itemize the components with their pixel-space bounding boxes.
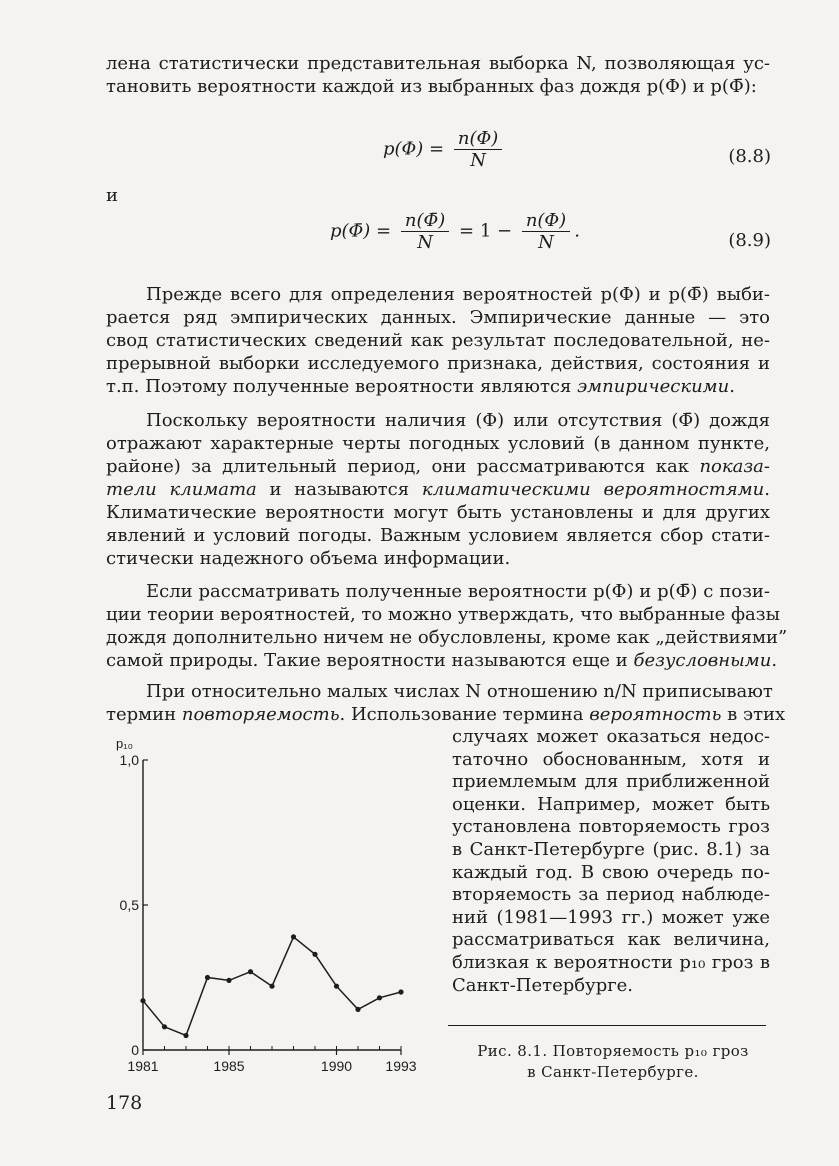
wrap-line: каждый год. В свою очередь по- xyxy=(452,861,770,883)
para1-text: т.п. Поэтому полученные вероятности являются xyxy=(106,376,572,397)
data-point xyxy=(226,978,231,983)
data-point xyxy=(205,975,210,980)
paragraph-4 xyxy=(106,680,786,726)
para2-line: Поскольку вероятности наличия (Φ) или отсутствия (Φ̄) дождя xyxy=(146,410,770,431)
para2-italic-2: тели климата xyxy=(106,479,257,500)
x-tick-label: 1993 xyxy=(385,1058,417,1074)
wrap-line: Санкт-Петербурге. xyxy=(452,974,634,996)
eq-8-8-numerator: n(Φ) xyxy=(454,128,502,150)
para2-line: стически надежного объема информации. xyxy=(106,548,511,569)
para1-end: . xyxy=(729,376,735,397)
data-point xyxy=(398,989,403,994)
eq-8-8-lhs: p(Φ) = xyxy=(383,138,445,160)
para1-line-last xyxy=(106,375,770,398)
data-point xyxy=(140,998,145,1003)
eq-8-9-denominator-1: N xyxy=(417,232,433,253)
para2-line: явлений и условий погоды. Важным условием является сбор стати- xyxy=(106,525,770,546)
para2-italic-1: показа- xyxy=(699,456,770,477)
caption-line-1: Рис. 8.1. Повторяемость p₁₀ гроз xyxy=(477,1042,749,1060)
para2-line: отражают характерные черты погодных условий (в данном пункте, xyxy=(106,433,770,454)
wrap-line: приемлемым для приближенной xyxy=(452,771,770,793)
eq-8-9-fraction-1 xyxy=(401,210,449,253)
para4-line-1: При относительно малых числах N отношению n/N приписывают xyxy=(146,681,773,702)
para1-line: прерывной выборки исследуемого признака, действия, состояния и xyxy=(106,353,770,374)
para1-line: Прежде всего для определения вероятностей p(Φ) и p(Φ̄) выби- xyxy=(146,284,770,305)
eq-8-9-denominator-2: N xyxy=(538,232,554,253)
para1-line: рается ряд эмпирических данных. Эмпирические данные — это xyxy=(106,307,770,328)
para3-line: дождя дополнительно ничем не обусловлены, кроме как „действиями” xyxy=(106,627,788,648)
data-point xyxy=(269,984,274,989)
y-axis-label: p₁₀ xyxy=(116,736,134,751)
caption-rule xyxy=(448,1025,766,1026)
eq-8-9-numerator-1: n(Φ̄) xyxy=(401,210,449,232)
para3-line-last xyxy=(106,649,778,672)
intro-text xyxy=(106,52,770,98)
eq-8-9-tail: . xyxy=(574,220,580,242)
para2-line-4: тели климата и называются климатическими вероятностями. xyxy=(106,479,770,500)
data-point xyxy=(334,984,339,989)
wrap-line: случаях может оказаться недос- xyxy=(452,726,770,747)
wrapped-text-column xyxy=(452,726,770,997)
data-point xyxy=(312,952,317,957)
wrap-line: ний (1981—1993 гг.) может уже xyxy=(452,906,770,928)
wrap-line: таточно обоснованным, хотя и xyxy=(452,748,770,770)
para1-line: свод статистических сведений как результат последовательной, не- xyxy=(106,330,770,351)
para3-line: ции теории вероятностей, то можно утверждать, что выбранные фазы xyxy=(106,604,780,625)
data-point xyxy=(248,969,253,974)
paragraph-2 xyxy=(106,409,770,570)
para4-italic-1: повторяемость xyxy=(181,704,340,725)
wrap-line: близкая к вероятности p₁₀ гроз в xyxy=(452,951,770,973)
intro-line-1: лена статистически представительная выборка N, позволяющая ус- xyxy=(106,53,770,74)
para2-line: Климатические вероятности могут быть установлены и для других xyxy=(106,502,770,523)
intro-line-2: тановить вероятности каждой из выбранных фаз дождя p(Φ) и p(Φ̄): xyxy=(106,76,757,97)
para4-italic-2: вероятность xyxy=(589,704,722,725)
conjunction: и xyxy=(106,185,118,206)
wrap-line: рассматриваться как величина, xyxy=(452,929,770,951)
para4-line-2 xyxy=(106,703,786,726)
data-point xyxy=(291,934,296,939)
wrap-line: установлена повторяемость гроз xyxy=(452,816,770,838)
para2-text: районе) за длительный период, они рассматриваются как xyxy=(106,456,690,477)
wrap-line: вторяемость за период наблюде- xyxy=(452,884,770,906)
para2-mid: и называются xyxy=(269,479,410,500)
x-tick-label: 1990 xyxy=(320,1058,353,1074)
para2-line-3 xyxy=(106,455,770,478)
equation-8-8 xyxy=(383,128,506,171)
equation-label-8-8: (8.8) xyxy=(728,146,771,167)
x-tick-label: 1981 xyxy=(127,1058,159,1074)
paragraph-1 xyxy=(106,283,770,398)
para3-end: . xyxy=(771,650,778,671)
eq-8-9-numerator-2: n(Φ) xyxy=(522,210,570,232)
thunderstorm-frequency-chart xyxy=(100,730,440,1080)
eq-8-8-denominator: N xyxy=(470,150,486,171)
para3-italic-term: безусловными xyxy=(633,650,772,671)
page-number: 178 xyxy=(106,1092,143,1114)
eq-8-9-middle: = 1 − xyxy=(459,220,513,242)
para4-text-a: термин xyxy=(106,704,177,725)
y-tick-label: 1,0 xyxy=(119,752,139,768)
eq-8-8-fraction xyxy=(454,128,502,171)
paragraph-3 xyxy=(106,580,788,672)
para3-text: самой природы. Такие вероятности называются еще и xyxy=(106,650,628,671)
para4-text-c: в этих xyxy=(727,704,786,725)
equation-label-8-9: (8.9) xyxy=(728,230,771,251)
para4-text-b: . Использование термина xyxy=(339,704,584,725)
x-tick-label: 1985 xyxy=(213,1058,245,1074)
data-point xyxy=(183,1033,188,1038)
data-point xyxy=(162,1024,167,1029)
data-point xyxy=(377,995,382,1000)
equation-8-9 xyxy=(330,210,580,253)
figure-caption xyxy=(448,1041,778,1083)
y-tick-label: 0 xyxy=(131,1042,139,1058)
eq-8-9-fraction-2 xyxy=(522,210,570,253)
wrap-line: в Санкт-Петербурге (рис. 8.1) за xyxy=(452,838,770,860)
y-tick-label: 0,5 xyxy=(119,897,139,913)
caption-line-2: в Санкт-Петербурге. xyxy=(527,1063,699,1081)
wrap-line: оценки. Например, может быть xyxy=(452,793,770,815)
eq-8-9-lhs: p(Φ̄) = xyxy=(330,220,392,242)
para2-italic-3: климатическими вероятностями xyxy=(421,479,765,500)
para3-line: Если рассматривать полученные вероятности p(Φ) и p(Φ̄) с пози- xyxy=(146,581,770,602)
data-point xyxy=(355,1007,360,1012)
para1-italic-term: эмпирическими xyxy=(577,376,730,397)
